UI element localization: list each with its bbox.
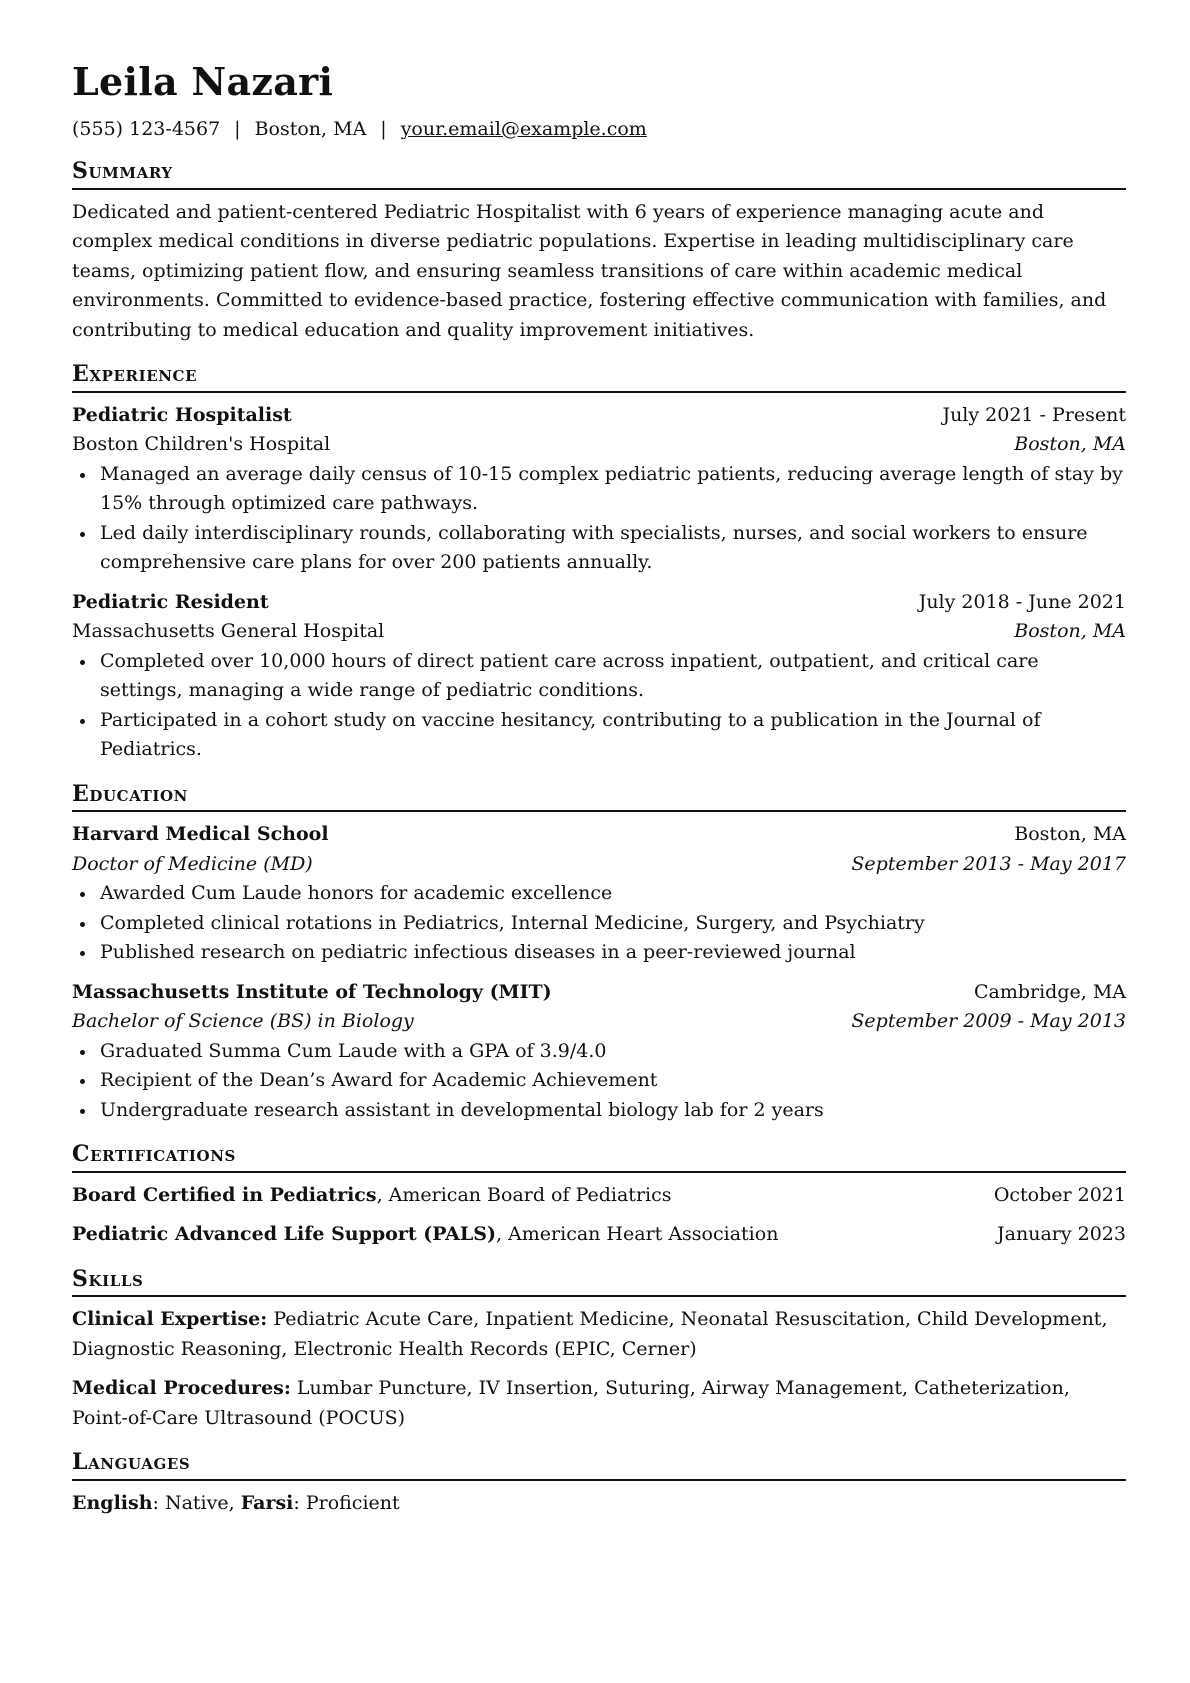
education-section <box>72 781 1126 1126</box>
education-bullets <box>72 1037 1126 1126</box>
job-title: Pediatric Resident <box>72 590 269 613</box>
section-title-certifications: Certifications <box>72 1141 1126 1173</box>
school-location: Boston, MA <box>1014 823 1126 846</box>
experience-section <box>72 361 1126 765</box>
languages-line <box>72 1489 1126 1519</box>
education-dates: September 2013 - May 2017 <box>851 852 1126 875</box>
job-location: Boston, MA <box>1014 620 1126 643</box>
summary-text: Dedicated and patient-centered Pediatric Hospitalist with 6 years of experience managing acute and complex medical conditions in diverse pediatric populations. Expertise in leading multidisciplinary care teams, optimizing patient flow, and ensuring seamless transitions of care within academic medical environments. Committed to evidence-based practice, fostering effective communication with families, and contributing to medical education and quality improvement initiatives. <box>72 200 1107 341</box>
section-title-experience: Experience <box>72 361 1126 393</box>
job-dates: July 2021 - Present <box>942 403 1126 426</box>
languages-section <box>72 1449 1126 1518</box>
list-item: Undergraduate research assistant in developmental biology lab for 2 years <box>100 1096 1126 1126</box>
skill-group <box>72 1305 1126 1364</box>
job-bullets <box>72 647 1126 765</box>
skills-section <box>72 1266 1126 1434</box>
degree: Doctor of Medicine (MD) <box>72 852 313 875</box>
employer: Boston Children's Hospital <box>72 433 331 456</box>
candidate-name: Leila Nazari <box>72 59 334 104</box>
certification-issuer: , American Heart Association <box>495 1223 779 1246</box>
resume-page <box>72 60 1126 1518</box>
list-item: Completed over 10,000 hours of direct patient care across inpatient, outpatient, and critical care settings, managing a wide range of pediatric conditions. <box>100 647 1126 706</box>
list-item: Led daily interdisciplinary rounds, collaborating with specialists, nurses, and social workers to ensure comprehensive care plans for over 200 patients annually. <box>100 519 1126 578</box>
education-entry <box>72 978 1126 1126</box>
education-entry <box>72 820 1126 968</box>
employer: Massachusetts General Hospital <box>72 620 385 643</box>
language-name: Farsi <box>240 1491 294 1514</box>
section-title-education: Education <box>72 781 1126 813</box>
language-level: : Proficient <box>293 1491 400 1514</box>
section-title-summary: Summary <box>72 158 1126 190</box>
list-item: Published research on pediatric infectious diseases in a peer-reviewed journal <box>100 938 1126 968</box>
certification-name: Board Certified in Pediatrics <box>72 1183 377 1206</box>
certification-date: October 2021 <box>993 1183 1126 1206</box>
contact-separator: | <box>380 117 387 140</box>
summary-section <box>72 158 1126 345</box>
experience-entry <box>72 401 1126 578</box>
list-item: Recipient of the Dean’s Award for Academic Achievement <box>100 1066 1126 1096</box>
email-link[interactable]: your.email@example.com <box>400 117 647 140</box>
certifications-section <box>72 1141 1126 1250</box>
skill-value: Lumbar Puncture, IV Insertion, Suturing, Airway Management, Catheterization, Point-of-Care Ultrasound (POCUS) <box>72 1377 1070 1429</box>
contact-line <box>72 116 1126 143</box>
experience-entry <box>72 588 1126 765</box>
list-item: Participated in a cohort study on vaccine hesitancy, contributing to a publication in the Journal of Pediatrics. <box>100 706 1126 765</box>
education-bullets <box>72 879 1126 968</box>
job-location: Boston, MA <box>1014 433 1126 456</box>
job-title: Pediatric Hospitalist <box>72 403 292 426</box>
degree: Bachelor of Science (BS) in Biology <box>72 1010 414 1033</box>
contact-separator: | <box>234 117 241 140</box>
job-dates: July 2018 - June 2021 <box>918 590 1126 613</box>
section-title-skills: Skills <box>72 1266 1126 1298</box>
certification-issuer: , American Board of Pediatrics <box>376 1183 672 1206</box>
certification-name: Pediatric Advanced Life Support (PALS) <box>72 1223 496 1246</box>
school-name: Massachusetts Institute of Technology (MIT) <box>72 980 552 1003</box>
skill-label: Medical Procedures: <box>72 1377 291 1400</box>
list-item: Graduated Summa Cum Laude with a GPA of 3.9/4.0 <box>100 1037 1126 1067</box>
school-location: Cambridge, MA <box>973 980 1126 1003</box>
certification-date: January 2023 <box>997 1223 1126 1246</box>
language-name: English <box>72 1491 153 1514</box>
skill-group <box>72 1374 1126 1433</box>
location: Boston, MA <box>254 117 367 140</box>
skill-label: Clinical Expertise: <box>72 1308 268 1331</box>
language-level: : Native, <box>152 1491 241 1514</box>
list-item: Managed an average daily census of 10-15 complex pediatric patients, reducing average length of stay by 15% through optimized care pathways. <box>100 460 1126 519</box>
certification-entry <box>72 1220 1126 1250</box>
phone-number: (555) 123-4567 <box>72 117 221 140</box>
list-item: Completed clinical rotations in Pediatrics, Internal Medicine, Surgery, and Psychiatry <box>100 909 1126 939</box>
list-item: Awarded Cum Laude honors for academic excellence <box>100 879 1126 909</box>
certification-entry <box>72 1181 1126 1211</box>
education-dates: September 2009 - May 2013 <box>851 1010 1126 1033</box>
skill-value: Pediatric Acute Care, Inpatient Medicine, Neonatal Resuscitation, Child Development, Diagnostic Reasoning, Electronic Health Records (EPIC, Cerner) <box>72 1308 1108 1360</box>
job-bullets <box>72 460 1126 578</box>
section-title-languages: Languages <box>72 1449 1126 1481</box>
school-name: Harvard Medical School <box>72 823 329 846</box>
